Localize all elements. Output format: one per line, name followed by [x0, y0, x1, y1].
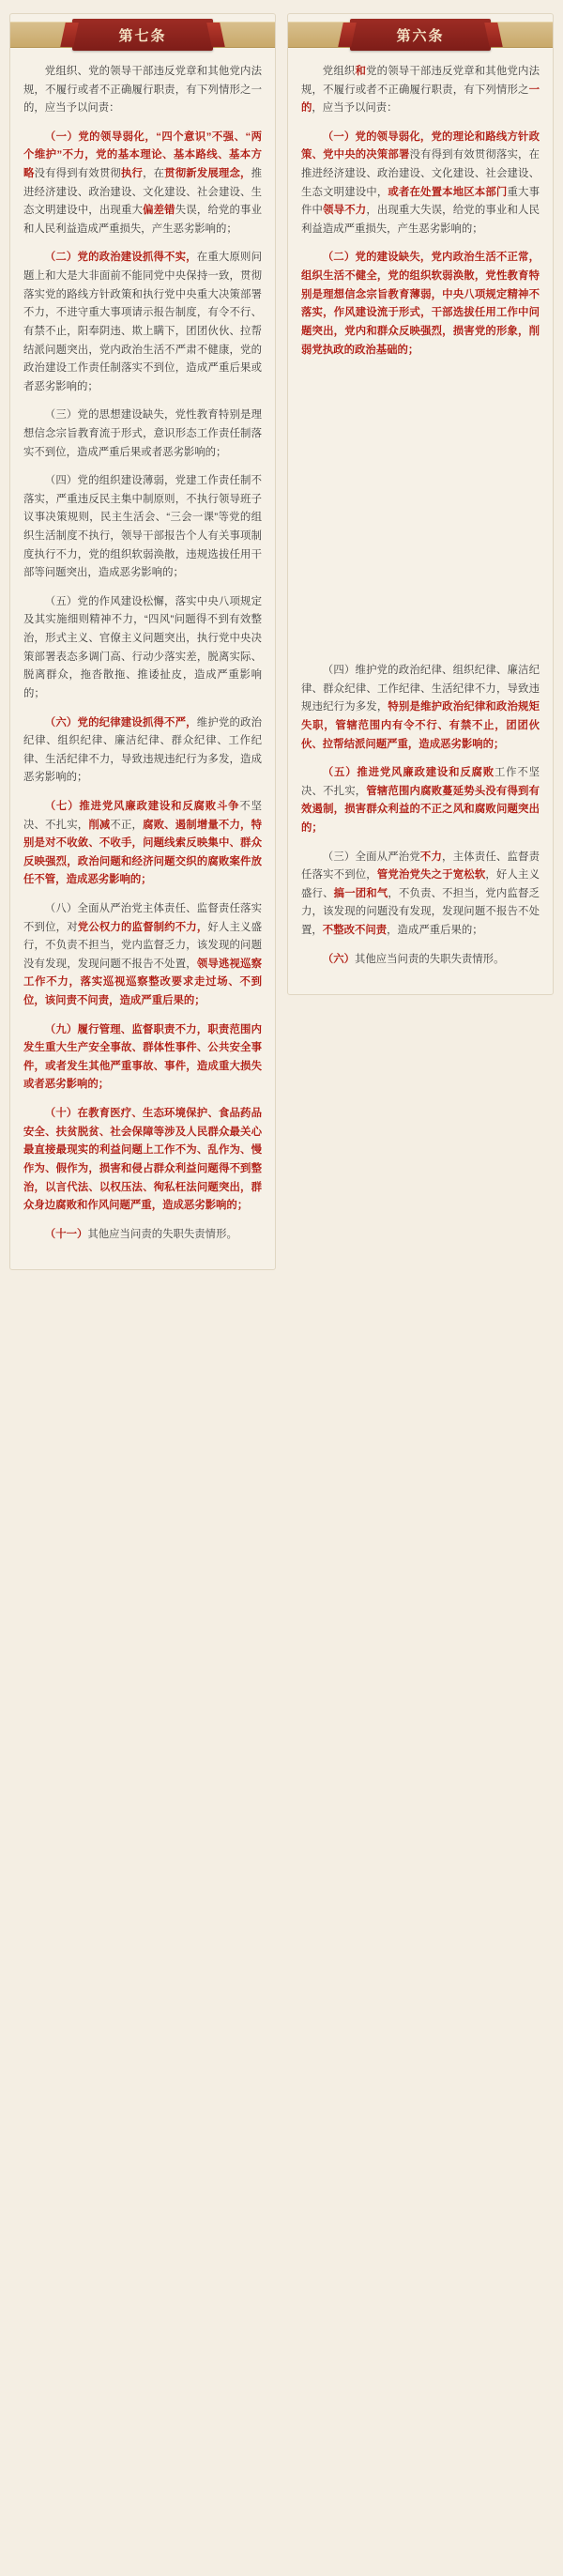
body-text: ，应当予以问责： — [312, 102, 398, 115]
emphasis-text: （五）推进党风廉政建设和反腐败 — [322, 767, 495, 779]
body-text: 不坚决、不扎实， — [23, 800, 262, 831]
left-article-body — [10, 61, 275, 1244]
paragraph — [23, 714, 262, 788]
body-text: 党的领导干部违反党章和其他党内法规，不履行或者不正确履行职责，有下列情形之 — [301, 66, 540, 96]
body-text: 党组织、党的领导干部违反党章和其他党内法规，不履行或者不正确履行职责，有下列情形之一的，应当予以问责： — [23, 66, 262, 115]
emphasis-text: “ — [156, 130, 161, 143]
body-text: 失误，给党的事业和人民利益造成严重损失，产生恶劣影响的； — [23, 205, 262, 235]
paragraph — [23, 1226, 262, 1245]
body-text: ，造成严重后果的； — [387, 925, 483, 937]
body-text: （三）全面从严治党 — [322, 851, 420, 863]
body-text: （四）党的组织建设薄弱，党建工作责任制不落实，严重违反民主集中制原则，不执行领导班子议事决策规则，民主生活会、“三会一课”等党的组织生活制度不执行，领导干部报告个人有关事项制度执行不力，党的组织软弱涣散，违规选拔任用干部等问题突出，造成恶劣影响的； — [23, 475, 262, 579]
emphasis-text: 贯彻新发展理念， — [164, 168, 251, 180]
column-right — [287, 13, 554, 995]
paragraph — [301, 249, 540, 360]
emphasis-text: 不力，党的基本理论、基本路线、基本方略 — [23, 149, 262, 180]
emphasis-text: 管党治党失之于宽松软 — [376, 869, 486, 882]
emphasis-text: （十一） — [44, 1228, 88, 1240]
left-banner-title: 第七条 — [72, 19, 213, 51]
paragraph — [23, 593, 262, 704]
emphasis-text: （九）履行管理、监督职责不力，职责范围内发生重大生产安全事故、群体性事件、公共安全事件，或者发生其他严重事故、事件，造成重大损失或者恶劣影响的； — [23, 1023, 262, 1091]
body-text: 其他应当问责的失职失责情形。 — [87, 1228, 237, 1240]
right-article-body — [288, 61, 553, 969]
emphasis-text: 腐败、遏制增量不力，特别是对不收敛、不收手，问题线索反映集中、群众反映强烈，政治问题和经济问题交织的腐败案件放任不管，造成恶劣影响的； — [23, 819, 262, 886]
emphasis-text: 执行 — [120, 168, 144, 180]
body-text: 党组织 — [322, 66, 356, 77]
emphasis-text: 特别是维护政治纪律和政治规矩失职，管辖范围内有令不行、有禁不止，团团伙伙、拉帮结派问题严重，造成恶劣影响的； — [301, 701, 540, 750]
paragraph — [23, 798, 262, 890]
paragraph — [23, 406, 262, 462]
body-text: 好人主义盛行，不负责不担当，党内监督乏力，该发现的问题没有发现，发现问题不报告不处置， — [23, 921, 262, 970]
paragraph — [23, 63, 262, 118]
body-text: 推进经济建设、政治建设、文化建设、社会建设、生态文明建设中，出现重大 — [23, 168, 262, 217]
paragraph — [23, 472, 262, 583]
right-banner-title: 第六条 — [350, 19, 491, 51]
body-text: 维护党的政治纪律、组织纪律、廉洁纪律、群众纪律、工作纪律、生活纪律不力，导致违规违纪行为多发，造成恶劣影响的； — [23, 716, 262, 784]
body-text: ，好人主义盛行、 — [301, 869, 540, 899]
emphasis-text: 或者在处置本地区本部门 — [388, 186, 508, 198]
body-text: 没有得到有效贯彻落实，在推进经济建设、政治建设、文化建设、社会建设、生态文明建设中， — [301, 149, 540, 198]
paragraph — [23, 1105, 262, 1216]
emphasis-text: “两个维护” — [23, 130, 262, 161]
emphasis-text: 不强、 — [211, 130, 246, 143]
emphasis-text: 一的 — [301, 84, 540, 115]
emphasis-text: （二）党的政治建设抓得不实， — [44, 252, 197, 264]
emphasis-text: 和 — [355, 66, 367, 77]
body-text: ，不负责、不担当，党内监督乏力，该发现的问题没有发现，发现问题不报告不处置， — [301, 887, 540, 937]
body-text: ，在 — [143, 168, 165, 180]
paragraph — [301, 662, 540, 754]
body-text: 不正， — [110, 819, 144, 831]
body-text: ，主体责任、监督责任落实不到位， — [301, 851, 540, 882]
two-column-layout — [9, 13, 554, 1270]
right-banner — [288, 14, 553, 55]
paragraph — [301, 951, 540, 970]
emphasis-text: （一）党的领导弱化， — [44, 130, 157, 143]
emphasis-text: （二）党的建设缺失，党内政治生活不正常，组织生活不健全，党的组织软弱涣散，党性教育特别是理想信念宗旨教育薄弱，中央八项规定精神不落实，作风建设流于形式，干部选拔任用工作中问题突出，党内和群众反映强烈，损害党的形象，削弱党执政的政治基础的； — [301, 252, 540, 356]
column-left — [9, 13, 276, 1270]
body-text: 其他应当问责的失职失责情形。 — [354, 953, 505, 965]
left-banner — [10, 14, 275, 55]
paragraph — [301, 849, 540, 941]
body-text: 在重大原则问题上和大是大非面前不能同党中央保持一致，贯彻落实党的路线方针政策和执行党中央重大决策部署不力，不进守重大事项请示报告制度，有令不行、有禁不止，阳奉阴违、欺上瞒下，团团伙伙、拉帮结派问题突出，党内政治生活不严肃不健康，党的政治建设工作责任制落实不到位，造成严重后果或者恶劣影响的； — [23, 252, 262, 392]
paragraph-gap — [301, 370, 540, 652]
emphasis-text: 党的理论和路线方针政策、党中央的决策部署 — [301, 130, 540, 161]
emphasis-text: ” — [205, 130, 212, 143]
emphasis-text: 领导不力 — [323, 205, 367, 217]
body-text: （四）维护党的政治纪律、组织纪律、廉洁纪律、群众纪律、工作纪律、生活纪律不力，导致违规违纪行为多发， — [301, 665, 540, 713]
paragraph — [301, 63, 540, 118]
emphasis-text: （一）党的领导弱化， — [322, 130, 432, 143]
body-text: 没有得到有效贯彻 — [34, 168, 121, 180]
paragraph — [23, 900, 262, 1011]
body-text: 工作不坚决、不扎实， — [301, 767, 540, 797]
body-text: ，出现重大失误，给党的事业和人民利益造成严重损失，产生恶劣影响的； — [301, 205, 540, 235]
emphasis-text: 偏差错 — [143, 205, 175, 217]
emphasis-text: 管辖范围内腐败蔓延势头没有得到有效遏制，损害群众利益的不正之风和腐败问题突出的； — [301, 785, 540, 835]
emphasis-text: 四个意识 — [160, 130, 206, 143]
emphasis-text: （七）推进党风廉政建设和反腐败斗争 — [44, 800, 240, 812]
body-text: （八）全面从严治党主体责任、监督责任落实不到位，对 — [23, 902, 262, 933]
emphasis-text: 领导逃视巡察工作不力，落实巡视巡察整改要求走过场、不到位，该问责不问责，造成严重后果的； — [23, 958, 262, 1007]
emphasis-text: 不力 — [419, 851, 443, 863]
paragraph — [301, 129, 540, 239]
paragraph — [23, 249, 262, 396]
emphasis-text: （六）党的纪律建设抓得不严， — [44, 716, 197, 728]
paragraph — [23, 1021, 262, 1095]
paragraph — [23, 129, 262, 239]
emphasis-text: 党公权力的监督制约不力， — [77, 921, 208, 933]
emphasis-text: 削减 — [88, 819, 111, 831]
emphasis-text: 搞一团和气 — [333, 887, 388, 899]
paragraph — [301, 764, 540, 837]
body-text: （三）党的思想建设缺失，党性教育特别是理想信念宗旨教育流于形式，意识形态工作责任制落实不到位，造成严重后果或者恶劣影响的； — [23, 409, 262, 458]
body-text: （五）党的作风建设松懈，落实中央八项规定及其实施细则精神不力，“四风”问题得不到有效整治，形式主义、官僚主义问题突出，执行党中央决策部署表态多调门高、行动少落实差，脱离实际、脱离群众，拖沓散拖、推诿扯皮，造成严重影响的； — [23, 595, 262, 699]
emphasis-text: （六） — [322, 953, 355, 965]
emphasis-text: 不整改不问责 — [322, 925, 388, 937]
emphasis-text: （十）在教育医疗、生态环境保护、食品药品安全、扶贫脱贫、社会保障等涉及人民群众最关心最直接最现实的利益问题上工作不为、乱作为、慢作为、假作为，损害和侵占群众利益问题得不到整治，以言代法、以权压法、徇私枉法问题突出，群众身边腐败和作风问题严重，造成恶劣影响的； — [23, 1108, 262, 1212]
body-text: 重大事件中 — [301, 186, 540, 217]
